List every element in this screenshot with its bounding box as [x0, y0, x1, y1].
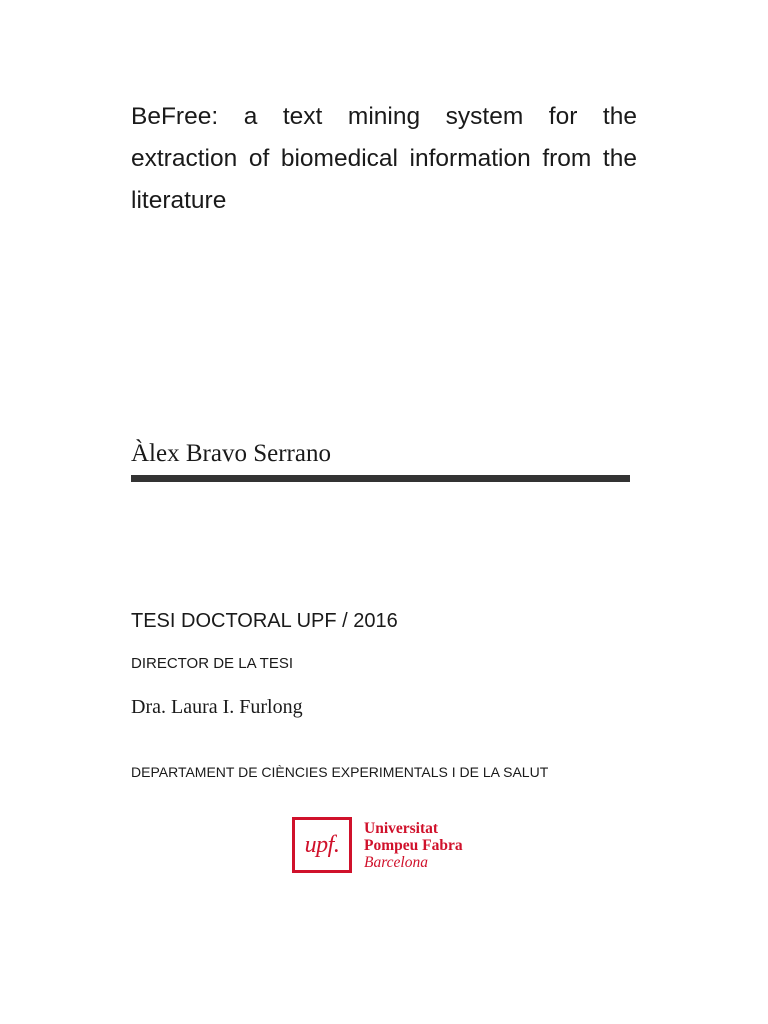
title-divider — [131, 475, 630, 482]
thesis-type-year: TESI DOCTORAL UPF / 2016 — [131, 610, 398, 632]
department-name: DEPARTAMENT DE CIÈNCIES EXPERIMENTALS I DE LA SALUT — [131, 764, 549, 780]
university-name — [364, 820, 463, 871]
director-name: Dra. Laura I. Furlong — [131, 696, 303, 718]
university-logo — [292, 817, 463, 873]
upf-logo-mark: upf. — [292, 817, 352, 873]
director-label: DIRECTOR DE LA TESI — [131, 655, 293, 672]
logo-line-universitat: Universitat — [364, 819, 439, 837]
logo-line-pompeu-fabra: Pompeu Fabra — [364, 836, 463, 854]
author-name: Àlex Bravo Serrano — [131, 440, 331, 467]
logo-line-barcelona: Barcelona — [364, 853, 428, 871]
thesis-title: BeFree: a text mining system for the extraction of biomedical information from the literature — [131, 103, 637, 214]
